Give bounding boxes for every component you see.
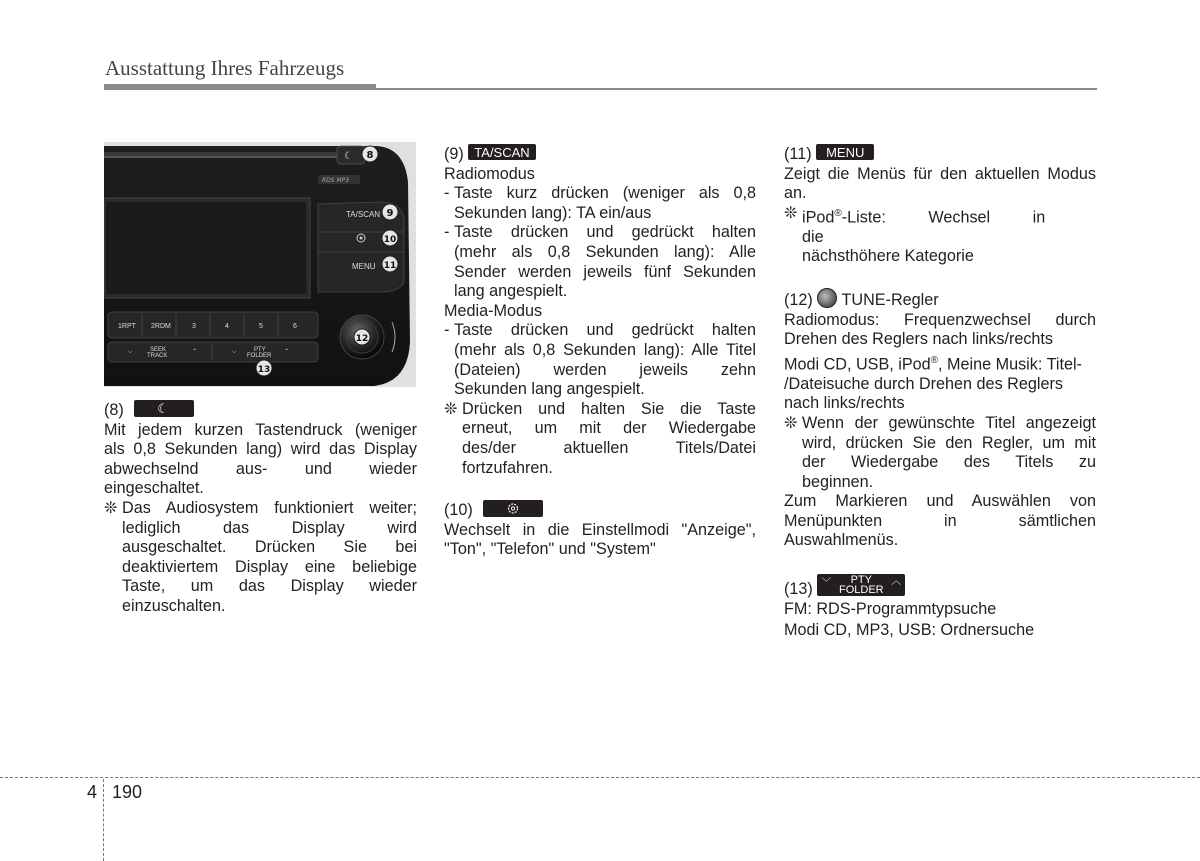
section-9-heading xyxy=(444,144,756,165)
preset-key-4: 4 xyxy=(225,323,229,330)
dash-item xyxy=(444,184,756,223)
note-line: ausgeschaltet. Drücken Sie bei xyxy=(122,538,417,557)
section-12-title: TUNE-Regler xyxy=(841,290,939,309)
note-block xyxy=(784,414,1096,492)
preset-key-2: 2RDM xyxy=(151,323,171,330)
note-line: erneut, um mit der Wiedergabe xyxy=(462,419,756,438)
dash-line: Taste drücken und gedrückt halten xyxy=(454,223,756,242)
dash-line: (mehr als 0,8 Sekunden lang): Alle xyxy=(454,242,756,261)
callout-9: 9 xyxy=(386,208,394,219)
ta-scan-key-label: TA/SCAN xyxy=(346,210,381,219)
dash-line: lang angespielt. xyxy=(454,282,568,301)
section-13-text-line: Modi CD, MP3, USB: Ordnersuche xyxy=(784,621,1035,640)
note-line: Das Audiosystem funktioniert weiter; xyxy=(122,498,417,517)
note-line: des/der aktuellen Titels/Datei xyxy=(462,438,756,457)
folder-label: FOLDER xyxy=(247,353,272,359)
note-line: nächsthöhere Kategorie xyxy=(802,247,974,266)
footer-vertical-divider xyxy=(103,779,104,861)
chapter-number: 4 xyxy=(87,782,98,802)
radio-mode-label: Radiomodus xyxy=(444,164,535,183)
settings-gear-button-icon xyxy=(483,500,543,517)
note-bullet-mark: ❊ xyxy=(784,413,798,432)
section-12-text-line: Zum Markieren und Auswählen von xyxy=(784,492,1096,511)
dash-line: Taste drücken und gedrückt halten xyxy=(454,321,756,340)
header-rule-accent xyxy=(104,84,376,90)
preset-key-3: 3 xyxy=(192,323,196,330)
preset-key-1: 1RPT xyxy=(118,323,136,330)
moon-button-icon: ☾ xyxy=(134,400,194,417)
pty-text: PTY xyxy=(850,574,872,587)
section-8-text-line: eingeschaltet. xyxy=(104,479,204,498)
section-8-text-line: Mit jedem kurzen Tastendruck (weniger xyxy=(104,420,417,439)
ta-scan-button-label: TA/SCAN xyxy=(468,144,535,160)
note-block xyxy=(784,204,1096,267)
modes-text-cont: , Meine Musik: Titel- xyxy=(938,355,1082,374)
dash-line: Sekunden lang): TA ein/aus xyxy=(454,203,652,222)
note-block xyxy=(444,400,756,478)
section-8-text-line: als 0,8 Sekunden lang) wird das Display xyxy=(104,440,417,459)
section-12-text-line: Radiomodus: Frequenzwechsel durch xyxy=(784,310,1096,329)
callout-12: 12 xyxy=(355,334,369,344)
dash-item xyxy=(444,223,756,301)
note-line: fortzufahren. xyxy=(462,458,553,477)
callout-10: 10 xyxy=(383,235,397,245)
page-number: 190 xyxy=(112,782,143,802)
note-bullet-mark: ❊ xyxy=(444,399,458,418)
section-12-text-line xyxy=(784,351,1096,375)
pty-folder-button-icon xyxy=(817,574,905,596)
dash-line: (mehr als 0,8 Sekunden lang): Alle Titel xyxy=(454,340,756,359)
section-10-number: (10) xyxy=(444,501,473,520)
section-12-text-line: Drehen des Reglers nach links/rechts xyxy=(784,330,1054,349)
ipod-text: iPod xyxy=(802,208,835,227)
dash-line: Taste kurz drücken (weniger als 0,8 xyxy=(454,184,756,203)
page-header-title: Ausstattung Ihres Fahrzeugs xyxy=(105,56,345,80)
column-3 xyxy=(784,144,1096,641)
callout-13: 13 xyxy=(257,365,271,375)
column-2 xyxy=(444,144,756,560)
section-11-text-line: an. xyxy=(784,184,807,203)
preset-key-6: 6 xyxy=(293,323,297,330)
note-line: der Wiedergabe des Titels zu xyxy=(802,453,1096,472)
note-line: Drücken und halten Sie die Taste xyxy=(462,399,756,418)
callout-11: 11 xyxy=(383,261,397,271)
note-line: wird, drücken Sie den Regler, um mit xyxy=(802,433,1096,452)
dash-line: Sender werden jeweils fünf Sekunden xyxy=(454,262,756,281)
svg-text:⌃: ⌃ xyxy=(284,349,290,355)
section-12-text-line: Menüpunkten in sämtlichen xyxy=(784,511,1096,530)
dash-line: (Dateien) werden jeweils zehn xyxy=(454,360,756,379)
note-line: deaktiviertem Display eine beliebige xyxy=(122,557,417,576)
section-13-text-line: FM: RDS-Programmtypsuche xyxy=(784,599,997,618)
brand-label: RDS MP3 xyxy=(322,177,350,184)
dash-mark: - xyxy=(444,321,450,340)
note-line: Wenn der gewünschte Titel angezeigt xyxy=(802,413,1096,432)
section-11-text-line: Zeigt die Menüs für den aktuellen Modus xyxy=(784,164,1096,183)
svg-text:⌃: ⌃ xyxy=(192,349,198,355)
seek-label: SEEK xyxy=(150,347,167,353)
section-13-heading xyxy=(784,574,1096,600)
modes-text: Modi CD, USB, iPod xyxy=(784,355,931,374)
svg-text:☾: ☾ xyxy=(344,151,353,162)
note-line: beginnen. xyxy=(802,472,874,491)
ipod-list-text: -Liste: Wechsel in die xyxy=(802,208,1046,246)
section-13-number: (13) xyxy=(784,580,813,599)
dash-mark: - xyxy=(444,223,450,242)
preset-key-5: 5 xyxy=(259,323,263,330)
column-1 xyxy=(104,400,417,617)
media-mode-label: Media-Modus xyxy=(444,301,543,320)
section-8-text-line: abwechselnd aus- und wieder xyxy=(104,459,417,478)
menu-key-label: MENU xyxy=(352,262,376,271)
callout-8: 8 xyxy=(366,150,374,161)
dash-mark: - xyxy=(444,184,450,203)
section-9-number: (9) xyxy=(444,145,464,163)
section-12-text-line: Auswahlmenüs. xyxy=(784,531,899,550)
section-8-heading xyxy=(104,400,417,421)
section-10-text-line: Wechselt in die Einstellmodi "Anzeige", xyxy=(444,520,756,539)
note-line: lediglich das Display wird xyxy=(122,518,417,537)
folder-text: FOLDER xyxy=(838,584,884,597)
section-11-number: (11) xyxy=(784,145,812,163)
footer-divider xyxy=(0,777,1200,778)
note-bullet-mark: ❊ xyxy=(784,203,798,222)
section-12-heading xyxy=(784,288,1096,311)
note-line: einzuschalten. xyxy=(122,596,226,615)
section-12-text-line: nach links/rechts xyxy=(784,394,905,413)
radio-unit-illustration xyxy=(104,142,416,387)
svg-text:⌵: ⌵ xyxy=(128,349,133,355)
section-10-heading xyxy=(444,500,756,521)
gear-icon xyxy=(483,500,543,517)
section-8-number: (8) xyxy=(104,401,124,419)
menu-button-label: MENU xyxy=(816,144,874,160)
track-label: TRACK xyxy=(147,353,168,359)
chevron-down-icon: ﹀ xyxy=(821,578,832,590)
section-12-text-line: /Dateisuche durch Drehen des Reglers xyxy=(784,374,1063,393)
registered-mark: ® xyxy=(834,207,842,219)
chevron-up-icon: ︿ xyxy=(891,576,902,588)
note-block xyxy=(104,499,417,617)
section-11-heading xyxy=(784,144,1096,165)
section-10-text-line: "Ton", "Telefon" und "System" xyxy=(444,540,656,559)
section-12-number: (12) xyxy=(784,290,813,309)
pty-label: PTY xyxy=(254,347,266,353)
note-bullet-mark: ❊ xyxy=(104,498,118,517)
dash-line: Sekunden lang angespielt. xyxy=(454,380,645,399)
dash-item xyxy=(444,321,756,399)
ipod-line xyxy=(802,204,1096,248)
registered-mark: ® xyxy=(930,354,939,366)
note-line: Taste, um das Display wieder xyxy=(122,577,417,596)
svg-text:⌵: ⌵ xyxy=(232,349,237,355)
tune-knob-icon xyxy=(817,288,837,308)
